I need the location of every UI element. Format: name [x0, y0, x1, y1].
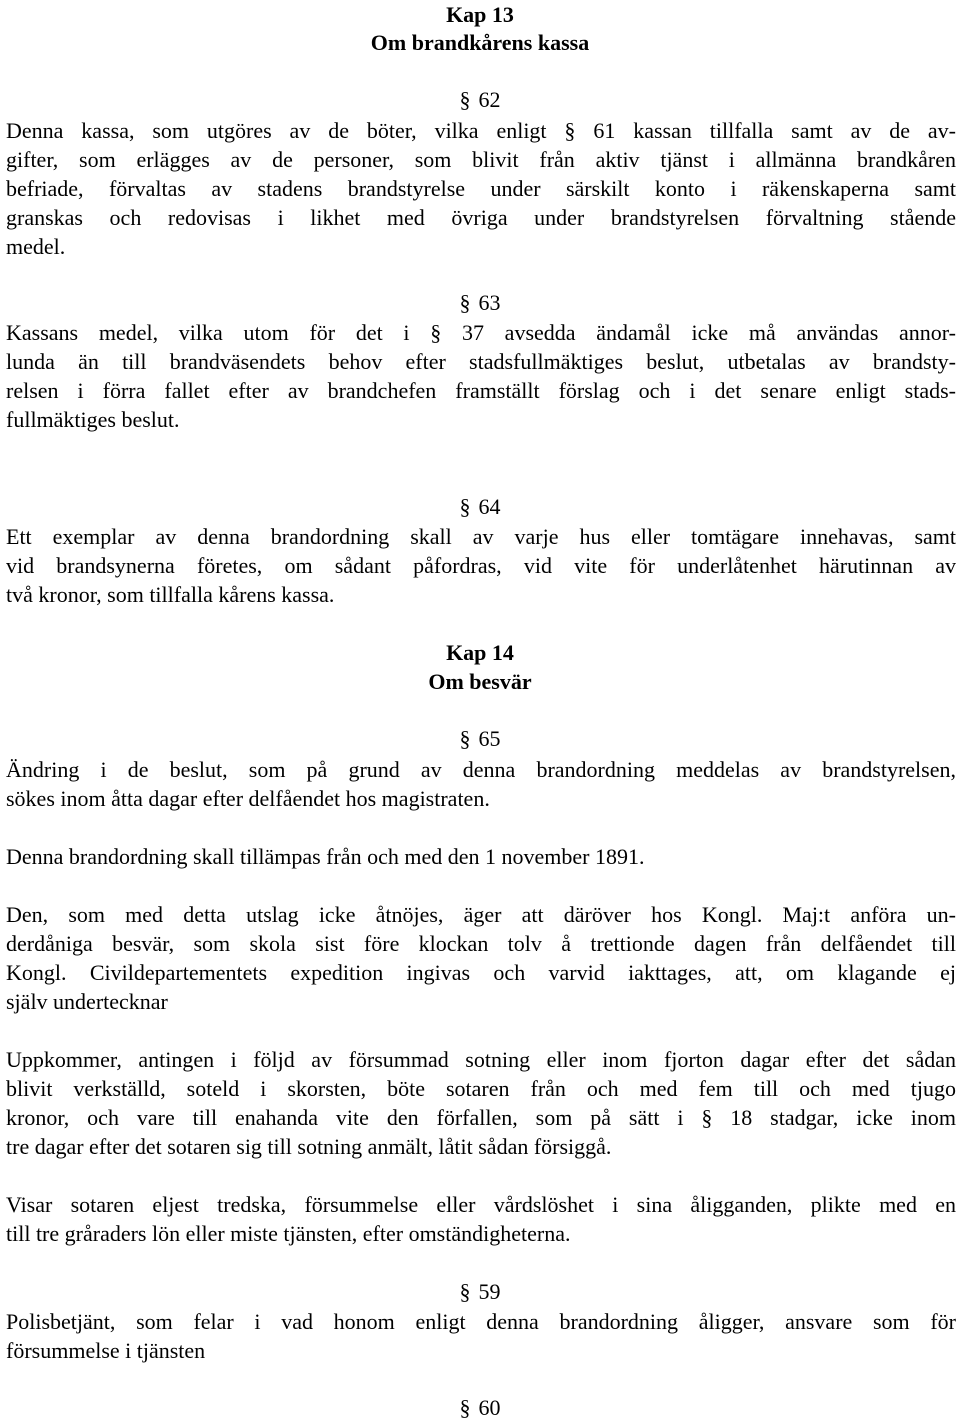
section-65-heading: [0, 725, 960, 753]
text-line: granskas och redovisas i likhet med övriga under brandstyrelsen förvaltning stående: [6, 205, 956, 230]
text-line: befriade, förvaltas av stadens brandstyrelse under särskilt konto i räkenskaperna samt: [6, 176, 956, 201]
text-line: fullmäktiges beslut.: [6, 407, 180, 432]
section-65-paragraph-1: [6, 755, 956, 813]
text-line: sökes inom åtta dagar efter delfåendet hos magistraten.: [6, 786, 490, 811]
text-line: Visar sotaren eljest tredska, försummelse eller vårdslöshet i sina åligganden, plikte med en: [6, 1192, 956, 1217]
text-line: Polisbetjänt, som felar i vad honom enligt denna brandordning åligger, ansvare som för: [6, 1309, 956, 1334]
text-line: Ändring i de beslut, som på grund av denna brandordning meddelas av brandstyrelsen,: [6, 757, 956, 782]
section-number: 59: [478, 1279, 501, 1304]
section-63-heading: [0, 289, 960, 317]
section-number: 63: [478, 290, 501, 315]
text-line: Uppkommer, antingen i följd av försummad sotning eller inom fjorton dagar efter det sådan: [6, 1047, 956, 1072]
paragraph-sign: §: [459, 494, 471, 519]
text-line: blivit verkställd, soteld i skorsten, böte sotaren från och med fem till och med tjugo: [6, 1076, 956, 1101]
paragraph-sign: §: [459, 726, 471, 751]
section-number: 64: [478, 494, 501, 519]
text-line: tre dagar efter det sotaren sig till sotning anmält, låtit sådan försiggå.: [6, 1134, 612, 1159]
section-62-heading: [0, 86, 960, 114]
text-line: Kongl. Civildepartementets expedition ingivas och varvid iakttages, att, om klagande ej: [6, 960, 956, 985]
section-number: 62: [478, 87, 501, 112]
paragraph-sign: §: [459, 1279, 471, 1304]
paragraph-sign: §: [459, 290, 471, 315]
chapter-14-title: Kap 14: [446, 640, 514, 665]
section-number: 65: [478, 726, 501, 751]
text-line: lunda än till brandväsendets behov efter stadsfullmäktiges beslut, utbetalas av brandsty-: [6, 349, 956, 374]
chapter-13-subtitle: Om brandkårens kassa: [370, 30, 590, 55]
section-59-text: [6, 1307, 956, 1365]
text-line: till tre gråraders lön eller miste tjänsten, efter omständigheterna.: [6, 1221, 571, 1246]
chapter-14-subtitle: Om besvär: [428, 669, 532, 694]
paragraph-sign: §: [459, 87, 471, 112]
section-65-paragraph-3: [6, 900, 956, 1016]
section-59-heading: [0, 1278, 960, 1306]
section-63-text: [6, 318, 956, 434]
text-line: relsen i förra fallet efter av brandchefen framställt förslag och i det senare enligt stads-: [6, 378, 956, 403]
text-line: själv undertecknar: [6, 989, 168, 1014]
text-line: kronor, och vare till enahanda vite den förfallen, som på sätt i § 18 stadgar, icke inom: [6, 1105, 956, 1130]
text-line: gifter, som erlägges av de personer, som blivit från aktiv tjänst i allmänna brandkåren: [6, 147, 956, 172]
paragraph-sign: §: [459, 1395, 471, 1420]
text-line: två kronor, som tillfalla kårens kassa.: [6, 582, 335, 607]
section-62-text: [6, 116, 956, 261]
section-65-paragraph-5: [6, 1190, 956, 1248]
text-line: vid brandsynerna företes, om sådant påfordras, vid vite för underlåtenhet härutinnan av: [6, 553, 956, 578]
chapter-13-title: Kap 13: [446, 2, 514, 27]
text-line: Ett exemplar av denna brandordning skall av varje hus eller tomtägare innehavas, samt: [6, 524, 956, 549]
text-line: försummelse i tjänsten: [6, 1338, 206, 1363]
text-line: Den, som med detta utslag icke åtnöjes, äger att däröver hos Kongl. Maj:t anföra un-: [6, 902, 956, 927]
text-line: Denna kassa, som utgöres av de böter, vilka enligt § 61 kassan tillfalla samt av de av-: [6, 118, 956, 143]
text-line: Denna brandordning skall tillämpas från och med den 1 november 1891.: [6, 844, 645, 869]
section-64-heading: [0, 493, 960, 521]
section-65-paragraph-2: [6, 842, 956, 871]
section-60-heading: [0, 1394, 960, 1422]
text-line: medel.: [6, 234, 66, 259]
section-number: 60: [478, 1395, 501, 1420]
section-65-paragraph-4: [6, 1045, 956, 1161]
section-64-text: [6, 522, 956, 609]
text-line: Kassans medel, vilka utom för det i § 37 avsedda ändamål icke må användas annor-: [6, 320, 956, 345]
text-line: derdåniga besvär, som skola sist före klockan tolv å trettionde dagen från delfåendet till: [6, 931, 956, 956]
